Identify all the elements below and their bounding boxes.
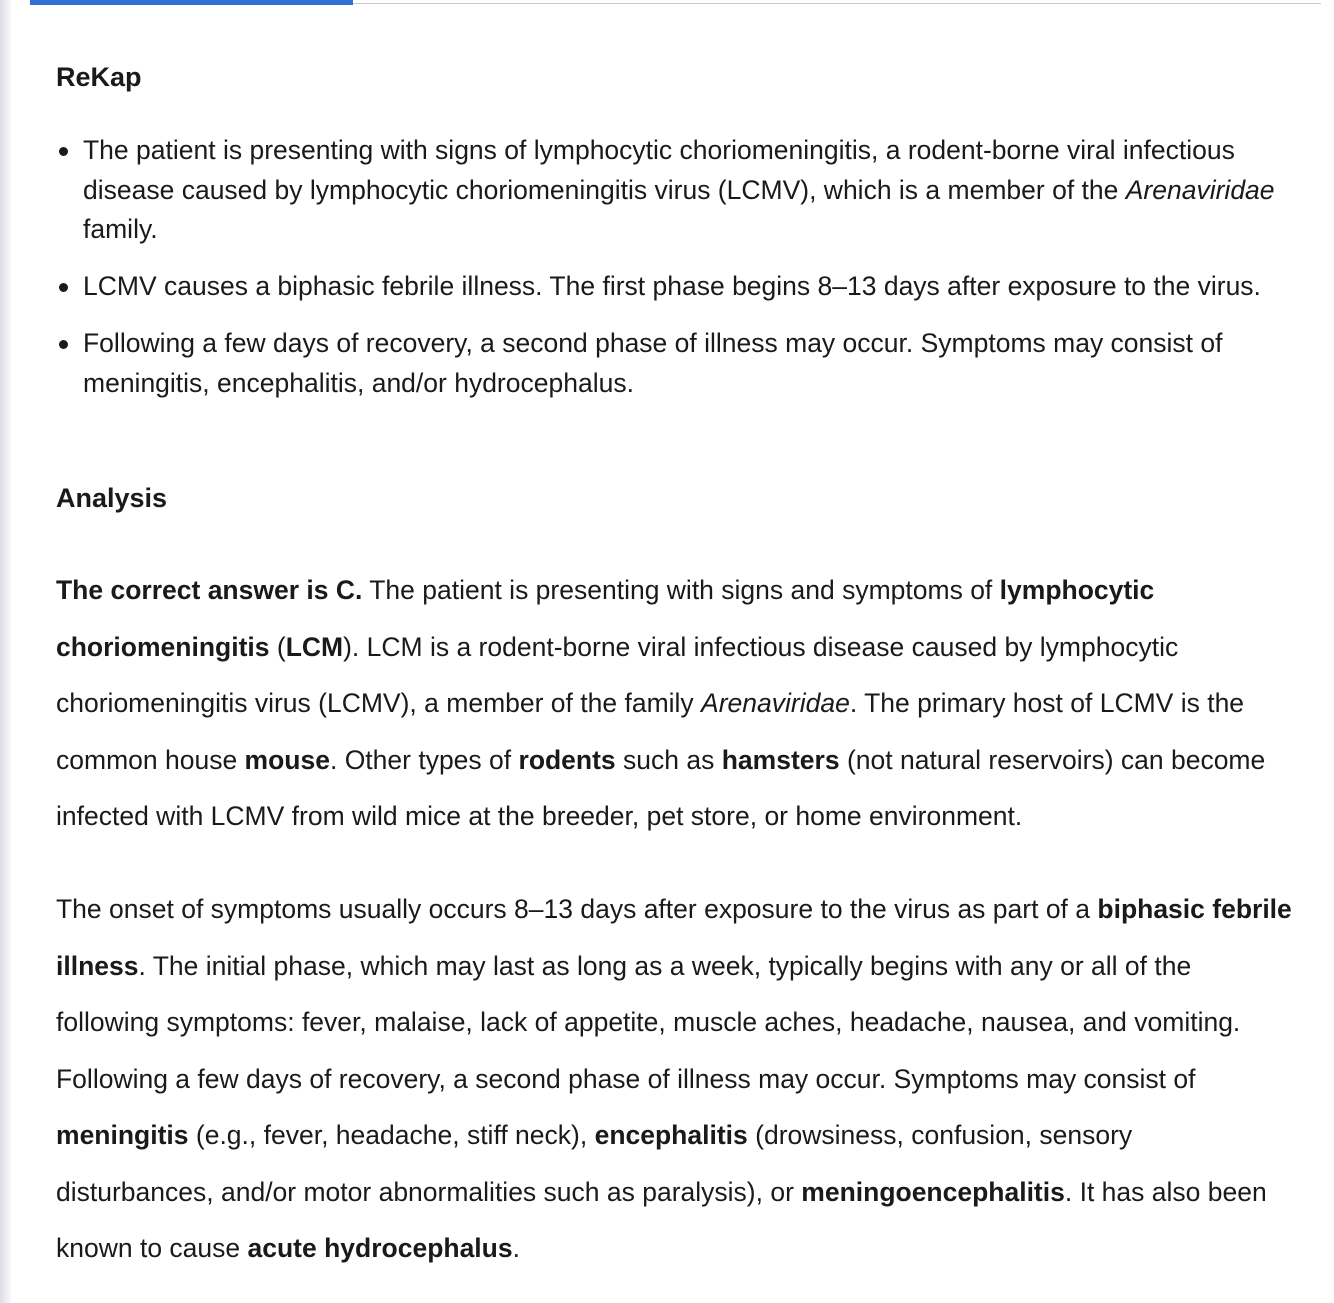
analysis-heading: Analysis <box>56 483 168 513</box>
paragraph-text: . Other types of <box>329 744 519 775</box>
bold-term: LCM <box>285 631 344 662</box>
paragraph-text: . The initial phase, which may last as long as a week, typically begins with any or all of the following symptoms: fever, malaise, lack of appetite, muscle aches, headache, nausea, and vomiting. Following a few days of recovery, a second phase of illness may occur. Symptoms may consist of <box>56 950 1241 1094</box>
bold-term: rodents <box>518 744 616 775</box>
paragraph-text: ( <box>269 631 286 662</box>
paragraph-text: (e.g., fever, headache, stiff neck), <box>188 1120 595 1150</box>
rekap-item-text: family. <box>83 214 158 244</box>
bold-term: lymphocytic choriomeningitis <box>56 575 1155 662</box>
rekap-item <box>83 131 1322 250</box>
active-tab-indicator <box>30 0 353 5</box>
bold-term: mouse <box>244 744 330 775</box>
bold-term: meningoencephalitis <box>801 1176 1065 1207</box>
window-left-edge <box>0 0 11 1303</box>
paragraph-text: . <box>512 1233 520 1263</box>
analysis-paragraph <box>56 881 1296 1277</box>
rekap-list <box>56 131 1322 421</box>
rekap-item-italic-text: Arenaviridae <box>1125 174 1275 205</box>
paragraph-text: The onset of symptoms usually occurs 8–13 days after exposure to the virus as part of a <box>56 894 1098 924</box>
paragraph-text: (drowsiness, confusion, sensory disturbances, and/or motor abnormalities such as paralysis), or <box>56 1120 1133 1207</box>
bold-term: meningitis <box>56 1120 189 1150</box>
paragraph-text: such as <box>615 744 722 775</box>
paragraph-text: . The primary host of LCMV is the common house <box>56 688 1245 775</box>
bold-term: biphasic febrile illness <box>56 894 1292 981</box>
bold-term: acute hydrocephalus <box>247 1233 513 1263</box>
paragraph-text: The patient is presenting with signs and symptoms of <box>362 575 1000 605</box>
italic-term: Arenaviridae <box>701 688 850 718</box>
analysis-paragraph <box>56 562 1296 845</box>
paragraph-text: . It has also been known to cause <box>56 1176 1267 1263</box>
rekap-item: Following a few days of recovery, a second phase of illness may occur. Symptoms may consist of meningitis, encephalitis, and/or hydrocephalus. <box>83 324 1322 403</box>
bold-term: encephalitis <box>594 1120 748 1150</box>
paragraph-text: ). LCM is a rodent-borne viral infectious disease caused by lymphocytic choriomeningitis virus (LCMV), a member of the family <box>56 631 1179 718</box>
rekap-item: LCMV causes a biphasic febrile illness. The first phase begins 8–13 days after exposure to the virus. <box>83 267 1322 307</box>
rekap-item-text: The patient is presenting with signs of lymphocytic choriomeningitis, a rodent-borne viral infectious disease caused by lymphocytic choriomeningitis virus (LCMV), which is a member of the <box>83 135 1235 205</box>
rekap-heading: ReKap <box>56 62 142 92</box>
paragraph-text: (not natural reservoirs) can become infected with LCMV from wild mice at the breeder, pet store, or home environment. <box>56 744 1266 831</box>
correct-answer-statement: The correct answer is C. <box>56 575 363 605</box>
bold-term: hamsters <box>721 744 840 775</box>
